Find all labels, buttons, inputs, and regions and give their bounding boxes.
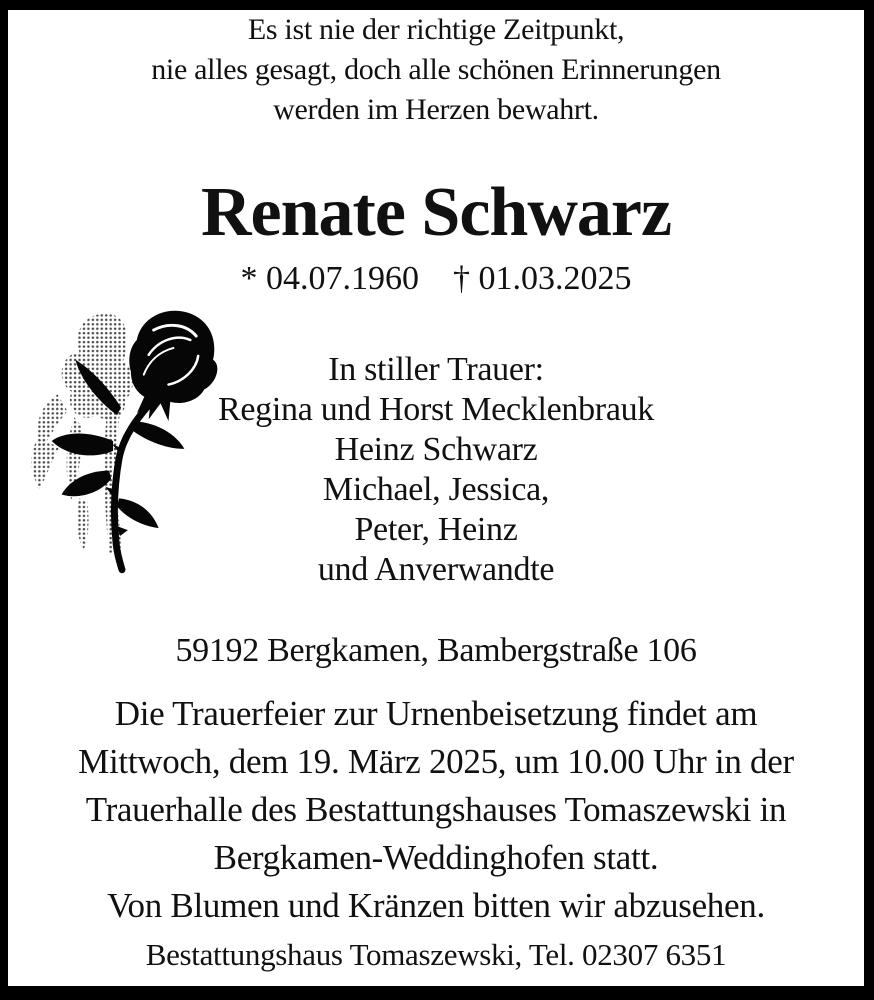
- home-address: 59192 Bergkamen, Bambergstraße 106: [175, 632, 697, 669]
- death-date: † 01.03.2025: [453, 260, 632, 297]
- funeral-home-contact: Bestattungshaus Tomaszewski, Tel. 02307 6351: [145, 937, 727, 972]
- mourners-block: [8, 350, 864, 590]
- mourners-intro: In stiller Trauer:: [328, 351, 544, 388]
- verse-line-3: werden im Herzen bewahrt.: [273, 93, 599, 126]
- mourner-name-1: Regina und Horst Mecklenbrauk: [217, 391, 655, 428]
- funeral-line-2: Mittwoch, dem 19. März 2025, um 10.00 Uhr in der: [78, 742, 794, 781]
- funeral-line-1: Die Trauerfeier zur Urnenbeisetzung findet am: [114, 694, 758, 733]
- funeral-line-4: Bergkamen-Weddinghofen statt.: [213, 838, 659, 877]
- life-dates: [8, 262, 864, 296]
- verse-line-2: nie alles gesagt, doch alle schönen Erinnerungen: [151, 53, 721, 86]
- mourner-name-4: Peter, Heinz: [354, 511, 518, 548]
- funeral-details: [8, 690, 864, 930]
- verse-line-1: Es ist nie der richtige Zeitpunkt,: [247, 13, 625, 46]
- mourner-name-3: Michael, Jessica,: [322, 471, 550, 508]
- deceased-name: Renate Schwarz: [200, 174, 672, 251]
- mourner-name-2: Heinz Schwarz: [334, 431, 538, 468]
- mourner-name-5: und Anverwandte: [317, 551, 555, 588]
- obituary-notice: [8, 10, 864, 986]
- flowers-note: Von Blumen und Kränzen bitten wir abzusehen.: [107, 886, 765, 925]
- birth-date: * 04.07.1960: [240, 260, 419, 297]
- funeral-line-3: Trauerhalle des Bestattungshauses Tomaszewski in: [85, 790, 787, 829]
- opening-verse: [8, 10, 864, 130]
